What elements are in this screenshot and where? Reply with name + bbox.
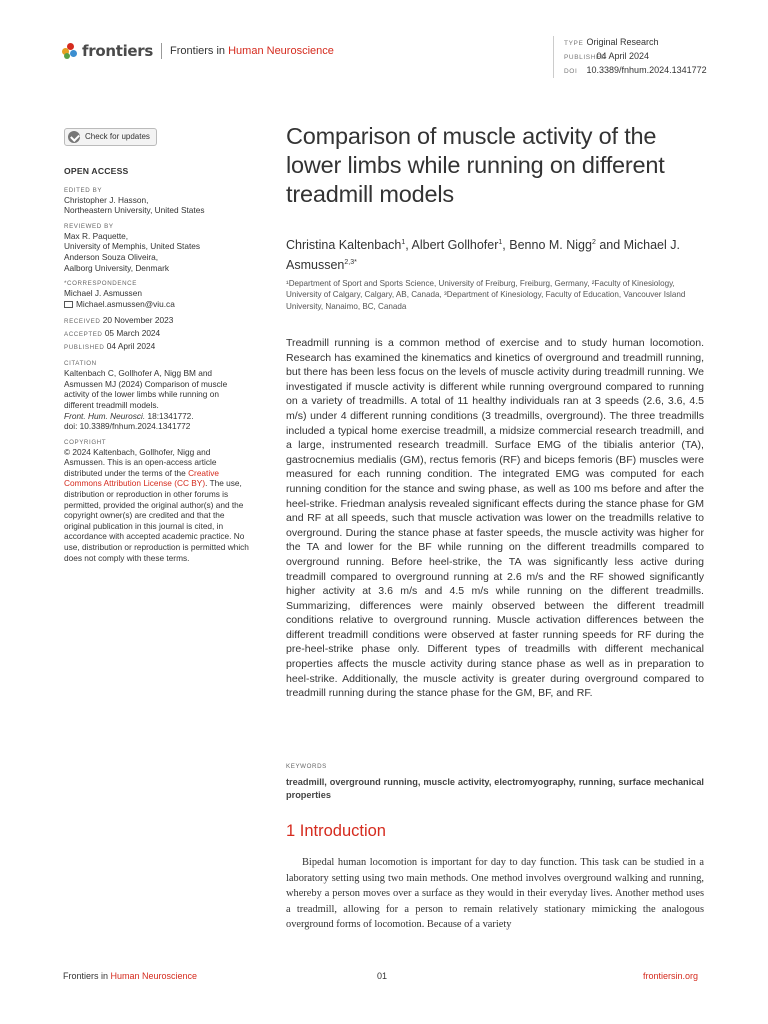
- license-link[interactable]: Creative Commons Attribution License (CC BY): [64, 467, 219, 489]
- intro-paragraph: Bipedal human locomotion is important for day to day function. This task can be studied in a laboratory setting using two main methods. One method involves overground walking and running, whereby a person moves over a surface as they would in their everyday lives. Another method uses a treadmill, allowing for a person to remain relatively stationary mimicking the analogous overground forms of locomotion. Because of a variety: [286, 857, 704, 931]
- mail-icon: [64, 301, 73, 308]
- copyright-label: COPYRIGHT: [64, 438, 107, 446]
- article-meta: TYPE Original Research PUBLISHED 04 April 2024 DOI 10.3389/fnhum.2024.1341772: [553, 36, 707, 78]
- citation: Kaltenbach C, Gollhofer A, Nigg BM and Asmussen MJ (2024) Comparison of muscle activity of the lower limbs while running on different treadmill models. Front. Hum. Neurosci. 18:1341772. doi: 10.3389/fnhum.2024.1341772: [64, 368, 252, 432]
- check-icon: [68, 131, 80, 143]
- logo-divider: [161, 43, 162, 59]
- page-number: 01: [377, 971, 388, 981]
- article-title: Comparison of muscle activity of the lower limbs while running on different treadmill models: [286, 123, 665, 207]
- author[interactable]: Albert Gollhofer$^1$: [411, 238, 503, 253]
- dates: RECEIVED 20 November 2023 ACCEPTED 05 March 2024 PUBLISHED 04 April 2024: [64, 315, 174, 351]
- citation-label: CITATION: [64, 360, 97, 368]
- author[interactable]: Christina Kaltenbach$^1$: [286, 238, 406, 253]
- frontiers-logo[interactable]: [62, 42, 334, 60]
- abstract: Treadmill running is a common method of exercise and to study human locomotion. Research has examined the kinematics and kinetics of overground and treadmill running, but there has been less focus on the levels of muscle activity during treadmill running. We investigated if muscle activity is different while running overground compared to running on a variety of treadmills. A total of 11 healthy individuals ran at 3 speeds (2.6, 3.6, 4.5 m/s) under 4 different running conditions (3 treadmills, overground). The three treadmills included a typical home exercise treadmill, a midsize commercial research treadmill, and a large, instrumented research treadmill. Surface EMG of the tibialis anterior (TA), gastrocnemius medialis (GM), rectus femoris (RF) and biceps femoris (BF) muscles were measured for each running condition. The integrated EMG was computed for each running condition for the stance and swing phase, as well as 100 ms before and after the heel-strike. Friedman analysis revealed significant effects during the stance phase for GM and RF at all speeds, such that muscle activation was lower on the treadmills relative to overground. During the stance phase at faster speeds, the muscle activity was higher for the TA and lower for the BF while running on the different treadmills compared to overground running. Before heel-strike, the TA was significantly less active during treadmill compared to overground running at 2.6 m/s and the RF showed significantly higher activity at 3.6 m/s and 4.5 m/s while running on the different treadmills. Summarizing, differences were mainly observed between the different treadmill conditions relative to overground running. Muscle activation differences between the different treadmill conditions were observed at faster running speeds for RF during the pre-heel-strike phase only. Different types of treadmills with different mechanical properties affects the muscle activity during stance phase as well as in preparation to heel-strike. Additionally, the muscle activity is greater during overground compared to treadmill running during the stance phase for the GM, BF, and RF.: [286, 337, 704, 700]
- edited-by-label: EDITED BY: [64, 186, 103, 194]
- article-type: Original Research: [586, 37, 659, 47]
- affiliations: ¹Department of Sport and Sports Science, University of Freiburg, Freiburg, Germany, ²Faculty of Kinesiology, University of Calgary, Calgary, AB, Canada, ³Department of Kinesiology, Faculty of Education, Vancouver Island University, Nanaimo, BC, Canada: [286, 279, 686, 311]
- published-date: 04 April 2024: [596, 51, 650, 61]
- footer-journal: Frontiers in Human Neuroscience: [63, 971, 198, 981]
- journal-name: Frontiers in Human Neuroscience: [170, 45, 334, 57]
- correspondence-email[interactable]: Michael.asmussen@viu.ca: [64, 299, 252, 310]
- doi-link[interactable]: 10.3389/fnhum.2024.1341772: [586, 65, 707, 75]
- keywords-label: KEYWORDS: [286, 763, 327, 770]
- check-updates-button[interactable]: Check for updates: [64, 128, 157, 146]
- sidebar: [64, 128, 252, 563]
- author-list: Christina Kaltenbach$^1$, Albert Gollhofer$^1$, Benno M. Nigg$^2$ and Michael J. Asmussen$^{2,3*}$: [286, 238, 680, 273]
- correspondence-name: Michael J. Asmussen: [64, 288, 142, 299]
- reviewers: Max R. Paquette, University of Memphis, United States Anderson Souza Oliveira, Aalborg University, Denmark: [64, 230, 201, 273]
- copyright-text: © 2024 Kaltenbach, Gollhofer, Nigg and Asmussen. This is an open-access article distributed under the terms of the Creative Commons Attribution License (CC BY). The use, distribution or reproduction in other forums is permitted, provided the original author(s) and the copyright owner(s) are credited and that the original publication in this journal is cited, in accordance with accepted academic practice. No use, distribution or reproduction is permitted which does not comply with these terms.: [64, 446, 249, 563]
- section-heading: 1 Introduction: [286, 822, 386, 840]
- reviewed-by-label: REVIEWED BY: [64, 222, 114, 230]
- open-access-label: OPEN ACCESS: [64, 166, 129, 176]
- keywords: treadmill, overground running, muscle activity, electromyography, running, surface mechanical properties: [286, 777, 704, 800]
- correspondence-label: *CORRESPONDENCE: [64, 280, 137, 288]
- author[interactable]: Benno M. Nigg$^2$: [509, 238, 596, 253]
- editor: Christopher J. Hasson, Northeastern University, United States: [64, 194, 205, 216]
- logo-text: frontiers: [82, 42, 154, 60]
- footer-site-link[interactable]: frontiersin.org: [643, 971, 699, 981]
- author[interactable]: Michael J. Asmussen$^{2,3*}$: [286, 238, 680, 273]
- frontiers-logo-icon: [62, 43, 78, 59]
- citation-doi[interactable]: doi: 10.3389/fnhum.2024.1341772: [64, 421, 191, 432]
